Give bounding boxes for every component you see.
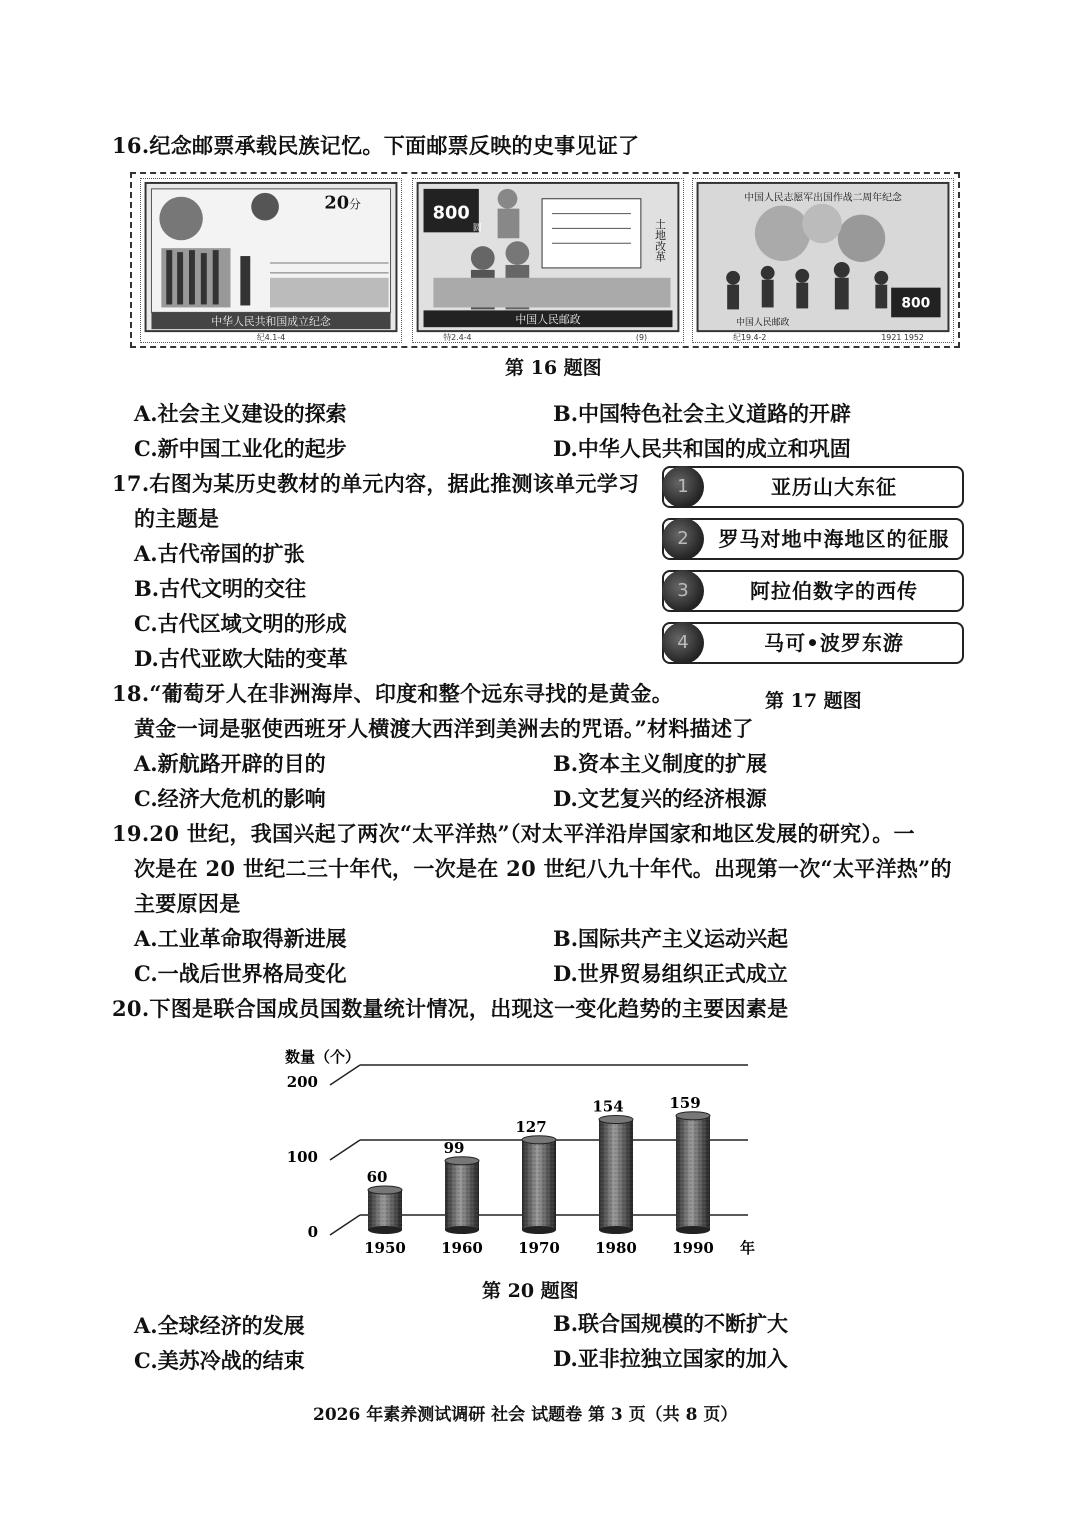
chart-x-tick-1990: 1990 bbox=[672, 1239, 714, 1257]
stamp3-top-text: 中国人民志愿军出国作战二周年纪念 bbox=[744, 192, 902, 204]
chart-value-label-1980: 154 bbox=[592, 1097, 624, 1116]
q17-option-b[interactable]: B.古代文明的交往 bbox=[134, 576, 307, 601]
unit-item-4 bbox=[662, 622, 964, 664]
chart-bar-1970 bbox=[522, 1136, 556, 1234]
chart-x-ticks bbox=[364, 1239, 714, 1257]
q19-stem-line2: 次是在 20 世纪二三十年代，一次是在 20 世纪八九十年代。出现第一次“太平洋热”的 bbox=[134, 856, 952, 881]
un-members-chart bbox=[270, 1040, 790, 1265]
stamp1-inscription: 中华人民共和国成立纪念 bbox=[211, 315, 331, 329]
q17-option-c[interactable]: C.古代区域文明的形成 bbox=[134, 611, 347, 636]
q19-option-c[interactable]: C.一战后世界格局变化 bbox=[134, 961, 347, 986]
chart-bar-1950 bbox=[368, 1186, 402, 1234]
chart-y-tick-200: 200 bbox=[286, 1073, 318, 1091]
chart-bar-1960 bbox=[445, 1157, 479, 1234]
q19-stem-line3: 主要原因是 bbox=[134, 891, 241, 916]
chart-x-label: 年 bbox=[740, 1239, 756, 1257]
chart-y-tick-100: 100 bbox=[286, 1148, 318, 1166]
stamp2-side-text: 土地改革 bbox=[654, 218, 668, 262]
stamp-volunteers-image bbox=[693, 179, 953, 342]
unit-label-2: 罗马对地中海地区的征服 bbox=[718, 527, 950, 551]
chart-gridline-200 bbox=[330, 1065, 748, 1085]
stamp2-index: (9) bbox=[635, 333, 648, 342]
unit-item-1 bbox=[662, 466, 964, 508]
q18-stem-line1: 18.“葡萄牙人在非洲海岸、印度和整个远东寻找的是黄金。 bbox=[112, 681, 674, 706]
chart-x-tick-1960: 1960 bbox=[441, 1239, 483, 1257]
chart-y-ticks bbox=[287, 1073, 318, 1241]
q20-figure-caption: 第 20 题图 bbox=[482, 1280, 579, 1302]
q18-option-c[interactable]: C.经济大危机的影响 bbox=[134, 786, 326, 811]
q19-option-d[interactable]: D.世界贸易组织正式成立 bbox=[553, 961, 788, 986]
q17-option-a[interactable]: A.古代帝国的扩张 bbox=[134, 541, 305, 566]
chart-x-tick-1980: 1980 bbox=[595, 1239, 637, 1257]
stamp2-denom: 圆 bbox=[472, 223, 482, 234]
q16-figure-caption: 第 16 题图 bbox=[505, 357, 602, 379]
unit-number-1: 1 bbox=[662, 466, 704, 508]
stamp3-code: 纪19.4-2 bbox=[733, 333, 767, 342]
q19-option-a[interactable]: A.工业革命取得新进展 bbox=[134, 926, 347, 951]
chart-bar-1990 bbox=[676, 1112, 710, 1234]
chart-y-tick-0: 0 bbox=[307, 1223, 318, 1241]
unit-item-3 bbox=[662, 570, 964, 612]
stamp-founding-image bbox=[141, 179, 401, 342]
unit-label-4: 马可•波罗东游 bbox=[764, 631, 904, 655]
q20-option-a[interactable]: A.全球经济的发展 bbox=[134, 1313, 305, 1338]
stamp1-value: 20 bbox=[324, 192, 350, 214]
stamp1-denom: 分 bbox=[349, 197, 361, 212]
unit-number-3: 3 bbox=[662, 570, 704, 612]
stamp-land-reform bbox=[412, 178, 684, 343]
q18-option-d[interactable]: D.文艺复兴的经济根源 bbox=[553, 786, 767, 811]
q18-option-a[interactable]: A.新航路开辟的目的 bbox=[134, 751, 326, 776]
q20-option-d[interactable]: D.亚非拉独立国家的加入 bbox=[553, 1346, 788, 1371]
unit-item-2 bbox=[662, 518, 964, 560]
page-footer: 2026 年素养测试调研 社会 试题卷 第 3 页（共 8 页） bbox=[313, 1405, 738, 1425]
stamp1-code: 纪4.1-4 bbox=[256, 333, 286, 342]
chart-value-label-1970: 127 bbox=[515, 1117, 547, 1136]
stamp2-code: 特2.4-4 bbox=[443, 333, 472, 342]
stamp3-value: 800 bbox=[901, 295, 931, 312]
chart-bar-1980 bbox=[599, 1116, 633, 1235]
q16-option-b[interactable]: B.中国特色社会主义道路的开辟 bbox=[553, 401, 852, 426]
stamp-volunteers bbox=[692, 178, 954, 343]
q18-stem-line2: 黄金一词是驱使西班牙人横渡大西洋到美洲去的咒语。”材料描述了 bbox=[134, 716, 754, 741]
chart-x-tick-1950: 1950 bbox=[364, 1239, 406, 1257]
unit-number-4: 4 bbox=[662, 622, 704, 664]
chart-value-label-1990: 159 bbox=[669, 1093, 701, 1112]
q18-option-b[interactable]: B.资本主义制度的扩展 bbox=[553, 751, 768, 776]
unit-label-1: 亚历山大东征 bbox=[771, 475, 897, 499]
stamp3-years: 1921 1952 bbox=[881, 333, 924, 342]
q16-option-c[interactable]: C.新中国工业化的起步 bbox=[134, 436, 347, 461]
chart-value-label-1950: 60 bbox=[366, 1168, 388, 1186]
q20-stem: 20.下图是联合国成员国数量统计情况，出现这一变化趋势的主要因素是 bbox=[112, 996, 789, 1021]
stamp-founding bbox=[140, 178, 402, 343]
q19-stem-line1: 19.20 世纪，我国兴起了两次“太平洋热”（对太平洋沿岸国家和地区发展的研究）。一 bbox=[112, 821, 915, 846]
chart-bars bbox=[367, 1094, 710, 1234]
q17-figure-caption: 第 17 题图 bbox=[765, 690, 862, 712]
q20-option-c[interactable]: C.美苏冷战的结束 bbox=[134, 1348, 305, 1373]
q16-option-a[interactable]: A.社会主义建设的探索 bbox=[134, 401, 347, 426]
q17-stem-line1: 17.右图为某历史教材的单元内容，据此推测该单元学习 bbox=[112, 471, 640, 496]
q17-stem-line2: 的主题是 bbox=[134, 506, 220, 531]
q17-option-d[interactable]: D.古代亚欧大陆的变革 bbox=[134, 646, 348, 671]
q16-option-d[interactable]: D.中华人民共和国的成立和巩固 bbox=[553, 436, 851, 461]
chart-value-label-1960: 99 bbox=[443, 1138, 465, 1157]
chart-x-tick-1970: 1970 bbox=[518, 1239, 560, 1257]
stamp2-inscription: 中国人民邮政 bbox=[515, 313, 581, 327]
chart-y-label: 数量（个） bbox=[285, 1048, 361, 1066]
unit-label-3: 阿拉伯数字的西传 bbox=[750, 579, 918, 603]
stamp2-value: 800 bbox=[432, 202, 470, 224]
stamp-land-reform-image bbox=[413, 179, 683, 342]
q20-option-b[interactable]: B.联合国规模的不断扩大 bbox=[553, 1311, 789, 1336]
q16-stem: 16.纪念邮票承载民族记忆。下面邮票反映的史事见证了 bbox=[112, 133, 640, 158]
stamp3-inscription: 中国人民邮政 bbox=[736, 318, 790, 329]
q19-option-b[interactable]: B.国际共产主义运动兴起 bbox=[553, 926, 789, 951]
unit-number-2: 2 bbox=[662, 518, 704, 560]
